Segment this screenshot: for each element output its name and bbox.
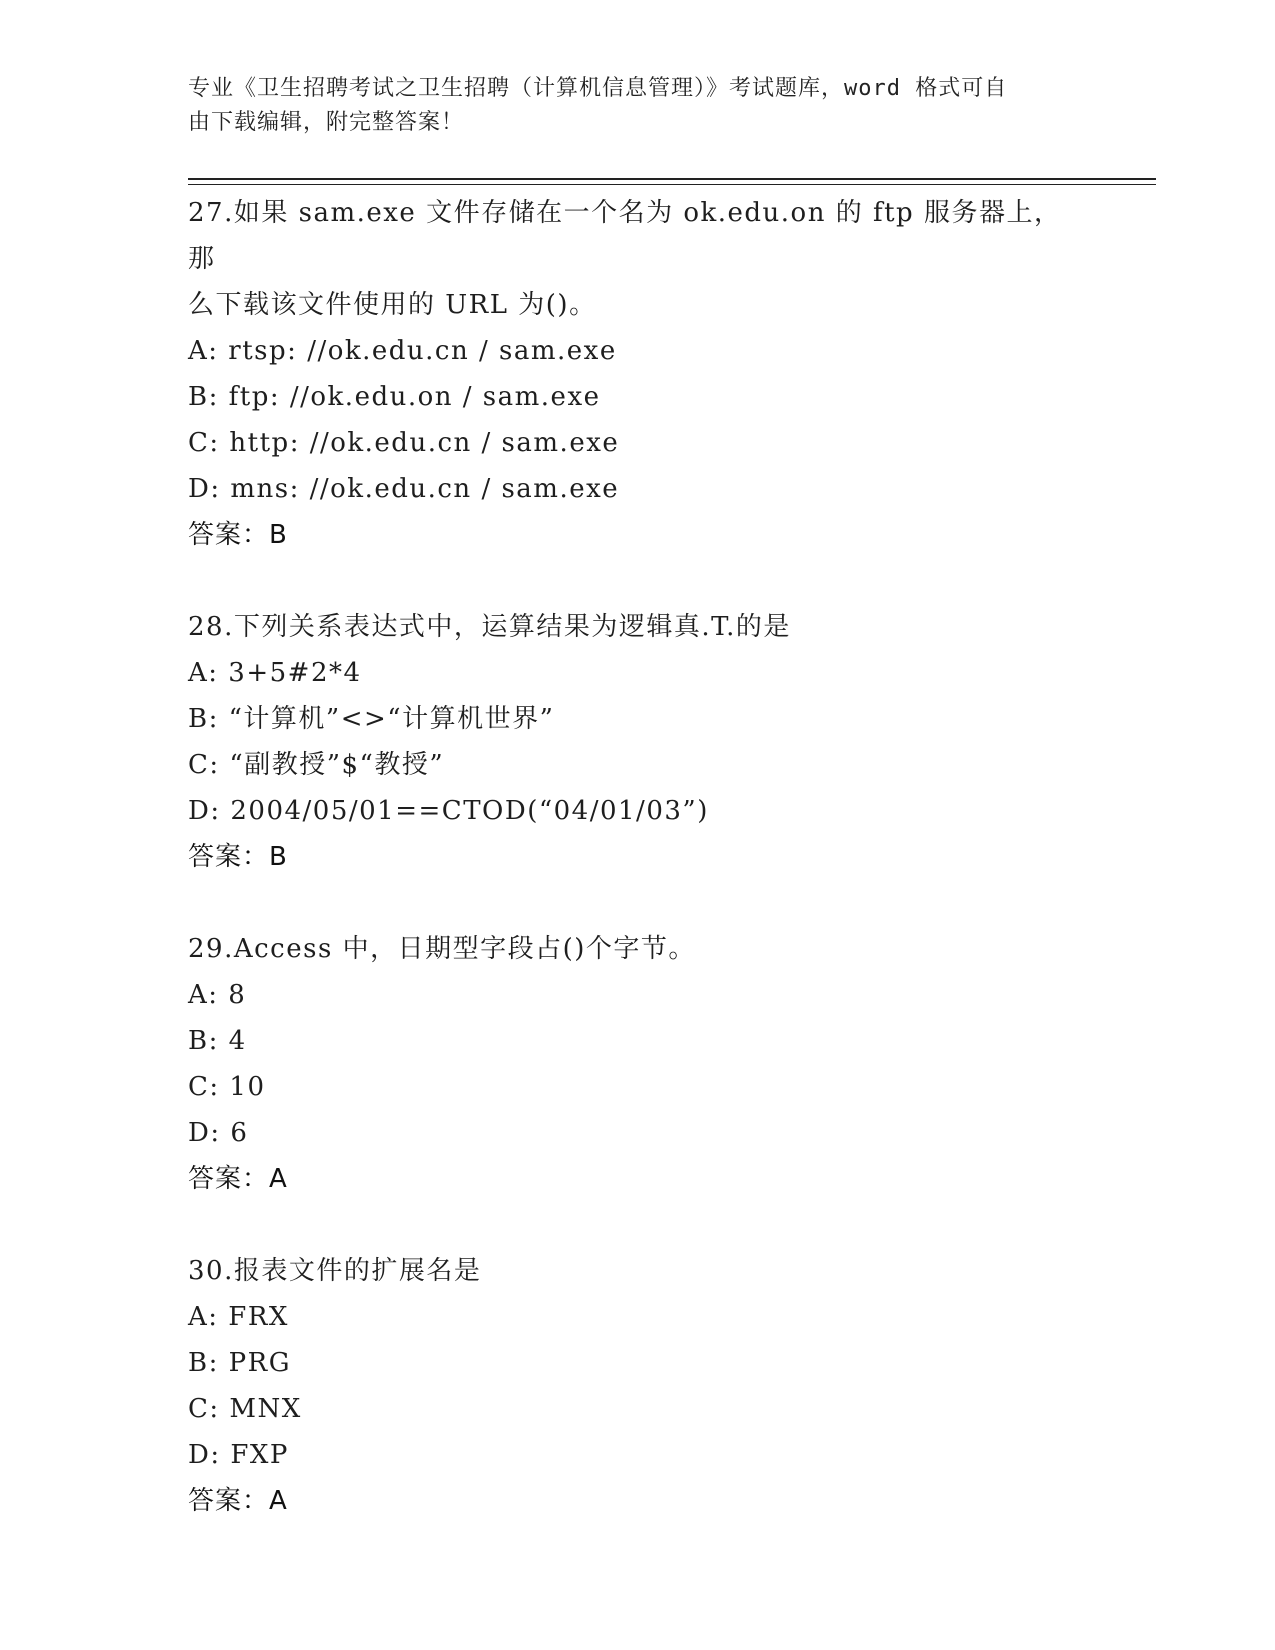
option-d: D: mns: //ok.edu.cn / sam.exe [188,474,620,504]
header-divider-thin [188,184,1156,185]
spacer [188,558,1088,604]
header-line-2: 由下载编辑，附完整答案！ [188,110,465,135]
option-c: C: http: //ok.edu.cn / sam.exe [188,428,620,458]
option-b: B: PRG [188,1348,291,1378]
option-c: C: MNX [188,1394,302,1424]
question-stem [188,926,1088,972]
question-stem [188,604,1088,650]
option-a: A: 3+5#2*4 [188,658,362,688]
option-d: D: 6 [188,1118,249,1148]
question-27 [188,190,1088,558]
header-divider-thick [188,178,1156,180]
option-c: C: 10 [188,1072,266,1102]
option-b: B: 4 [188,1026,247,1056]
spacer [188,1202,1088,1248]
option-c: C: “副教授”$“教授” [188,750,445,780]
question-stem-line-1: 30.报表文件的扩展名是 [188,1256,482,1286]
answer-label: 答案：B [188,520,288,550]
question-29 [188,926,1088,1202]
question-stem-line-2: 么下载该文件使用的 URL 为()。 [188,290,597,320]
document-header [188,72,1068,140]
header-line-1: 专业《卫生招聘考试之卫生招聘（计算机信息管理）》考试题库，word 格式可自 [188,76,1008,101]
question-30 [188,1248,1088,1524]
option-b: B: “计算机”<>“计算机世界” [188,704,555,734]
option-a: A: 8 [188,980,247,1010]
option-b: B: ftp: //ok.edu.on / sam.exe [188,382,601,412]
question-stem-line-1: 29.Access 中，日期型字段占()个字节。 [188,934,696,964]
answer-label: 答案：A [188,1164,288,1194]
question-stem-line-1: 27.如果 sam.exe 文件存储在一个名为 ok.edu.on 的 ftp 服务器上，那 [188,198,1062,274]
spacer [188,880,1088,926]
answer-label: 答案：A [188,1486,288,1516]
question-stem [188,1248,1088,1294]
option-a: A: rtsp: //ok.edu.cn / sam.exe [188,336,617,366]
option-a: A: FRX [188,1302,289,1332]
question-stem-line-1: 28.下列关系表达式中，运算结果为逻辑真.T.的是 [188,612,791,642]
question-28 [188,604,1088,880]
option-d: D: 2004/05/01==CTOD(“04/01/03”) [188,796,709,826]
question-stem [188,190,1088,328]
answer-label: 答案：B [188,842,288,872]
question-list [188,190,1088,1524]
option-d: D: FXP [188,1440,289,1470]
